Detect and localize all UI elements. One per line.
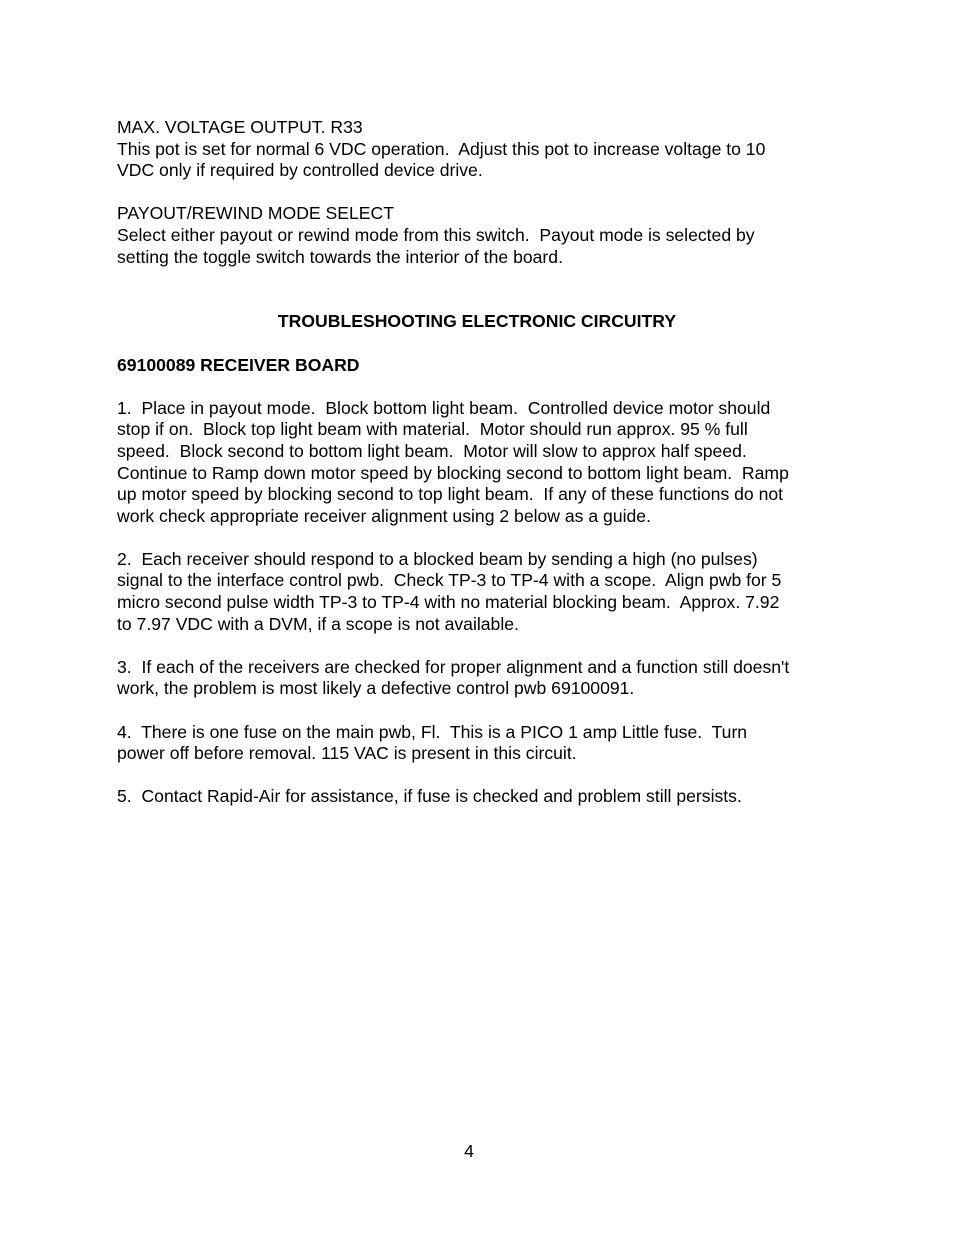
troubleshooting-item-4: 4. There is one fuse on the main pwb, Fl. This is a PICO 1 amp Little fuse. Turn power off before removal. 115 VAC is present in this circuit. — [117, 721, 748, 764]
page-content — [117, 117, 847, 808]
troubleshooting-item-5: 5. Contact Rapid-Air for assistance, if fuse is checked and problem still persists. — [117, 786, 742, 807]
payout-rewind-section — [117, 203, 847, 268]
troubleshooting-title: TROUBLESHOOTING ELECTRONIC CIRCUITRY — [277, 311, 677, 332]
page-number: 4 — [464, 1141, 474, 1161]
troubleshooting-item-3: 3. If each of the receivers are checked for proper alignment and a function still doesn't work, the problem is most likely a defective control pwb 69100091. — [117, 656, 790, 699]
max-voltage-heading: MAX. VOLTAGE OUTPUT. R33 — [117, 117, 363, 137]
troubleshooting-item-1: 1. Place in payout mode. Block bottom light beam. Controlled device motor should stop if on. Block top light beam with material. Motor should run approx. 95 % full speed. Block second to bottom light beam. Motor will slow to approx half speed. Continue to Ramp down motor speed by blocking second to bottom light beam. Ramp up motor speed by blocking second to top light beam. If any of these functions do not work check appropriate receiver alignment using 2 below as a guide. — [117, 397, 789, 526]
payout-rewind-heading: PAYOUT/REWIND MODE SELECT — [117, 203, 394, 224]
max-voltage-section — [117, 117, 847, 182]
troubleshooting-item-2: 2. Each receiver should respond to a blocked beam by sending a high (no pulses) signal to the interface control pwb. Check TP-3 to TP-4 with a scope. Align pwb for 5 micro second pulse width TP-3 to TP-4 with no material blocking beam. Approx. 7.92 to 7.97 VDC with a DVM, if a scope is not available. — [117, 548, 782, 634]
receiver-board-heading: 69100089 RECEIVER BOARD — [117, 354, 360, 375]
payout-rewind-body: Select either payout or rewind mode from this switch. Payout mode is selected by setting the toggle switch towards the interior of the board. — [117, 224, 755, 267]
max-voltage-body: This pot is set for normal 6 VDC operation. Adjust this pot to increase voltage to 10 VDC only if required by controlled device drive. — [117, 138, 766, 181]
